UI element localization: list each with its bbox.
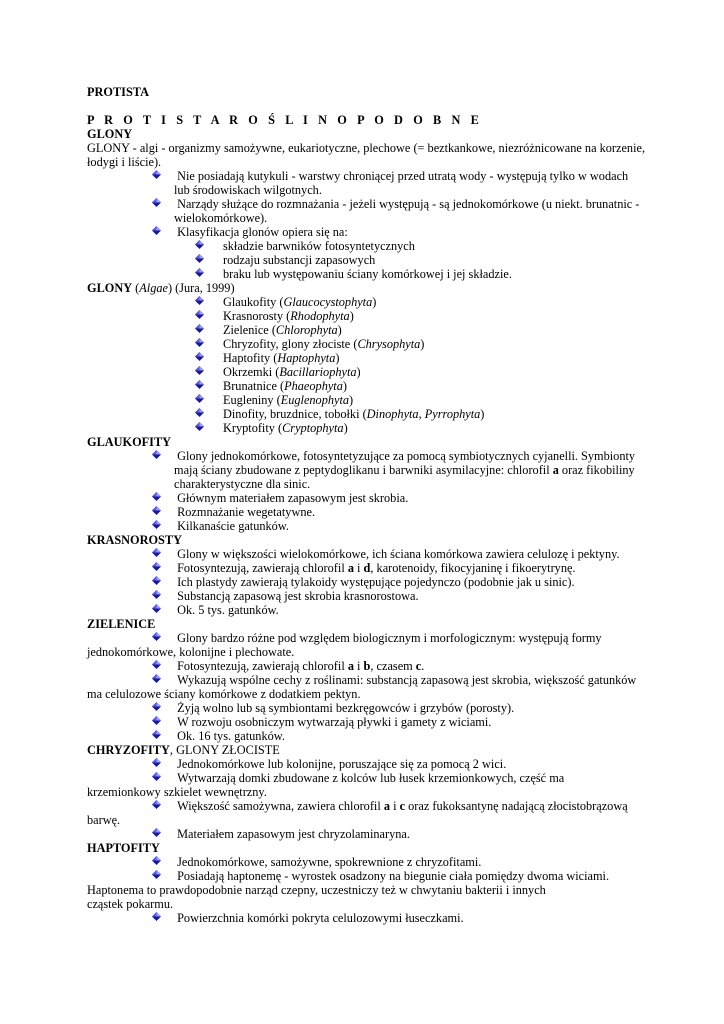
- bullet-diamond-icon: [195, 268, 206, 279]
- classification-item: Krasnorosty (Rhodophyta): [87, 309, 647, 323]
- list-item-continuation: krzemionkowy szkielet wewnętrzny.: [87, 785, 267, 799]
- list-item: Glony jednokomórkowe, fotosyntetyzujące za pomocą symbiotycznych cyjanelli. Symbionty mają ściany zbudowane z peptydoglikanu i barwniki asymilacyjne: chlorofil a oraz fikobiliny charakterystyczne dla sinic.: [87, 449, 647, 491]
- classification-item: Zielenice (Chlorophyta): [87, 323, 647, 337]
- bullet-diamond-icon: [152, 450, 163, 461]
- chryzofity-heading: CHRYZOFITY, GLONY ZŁOCISTE: [87, 743, 280, 757]
- bullet-diamond-icon: [195, 380, 206, 391]
- list-item: Nie posiadają kutykuli - warstwy chroniącej przed utratą wody - występują tylko w wodach lub środowiskach wilgotnych.: [87, 169, 647, 197]
- glony-heading: GLONY: [87, 127, 133, 141]
- classification-item: Glaukofity (Glaucocystophyta): [87, 295, 647, 309]
- list-item: Jednokomórkowe lub kolonijne, poruszające się za pomocą 2 wici.: [87, 757, 647, 771]
- krasnorosty-heading: KRASNOROSTY: [87, 533, 182, 547]
- bullet-diamond-icon: [152, 730, 163, 741]
- classification-item: Okrzemki (Bacillariophyta): [87, 365, 647, 379]
- list-item: Większość samożywna, zawiera chlorofil a i c oraz fukoksantynę nadającą złocistobrązową: [87, 799, 647, 813]
- bullet-diamond-icon: [152, 548, 163, 559]
- bullet-diamond-icon: [195, 408, 206, 419]
- classification-item: Haptofity (Haptophyta): [87, 351, 647, 365]
- bullet-diamond-icon: [152, 716, 163, 727]
- list-item: Fotosyntezują, zawierają chlorofil a i b, czasem c.: [87, 659, 647, 673]
- bullet-diamond-icon: [152, 170, 163, 181]
- haptofity-heading: HAPTOFITY: [87, 841, 160, 855]
- bullet-diamond-icon: [152, 506, 163, 517]
- page-title: PROTISTA: [87, 85, 149, 99]
- bullet-diamond-icon: [195, 324, 206, 335]
- bullet-diamond-icon: [152, 604, 163, 615]
- list-item-continuation: ma celulozowe ściany komórkowe z dodatkiem pektyn.: [87, 687, 361, 701]
- list-item: Powierzchnia komórki pokryta celulozowymi łuseczkami.: [87, 911, 647, 925]
- list-item: Ich plastydy zawierają tylakoidy występujące pojedynczo (podobnie jak u sinic).: [87, 575, 647, 589]
- sub-list-item: składzie barwników fotosyntetycznych: [87, 239, 647, 253]
- list-item: Glony bardzo różne pod względem biologicznym i morfologicznym: występują formy: [87, 631, 647, 645]
- glony-intro: GLONY - algi - organizmy samożywne, eukariotyczne, plechowe (= beztkankowe, niezróżnicowane na korzenie, łodygi i liście).: [87, 141, 646, 169]
- list-item: Posiadają haptonemę - wyrostek osadzony na biegunie ciała pomiędzy dwoma wiciami.: [87, 869, 647, 883]
- bullet-diamond-icon: [195, 296, 206, 307]
- bullet-diamond-icon: [195, 352, 206, 363]
- list-item: Jednokomórkowe, samożywne, spokrewnione z chryzofitami.: [87, 855, 647, 869]
- sub-list-item: rodzaju substancji zapasowych: [87, 253, 647, 267]
- list-item: Rozmnażanie wegetatywne.: [87, 505, 647, 519]
- list-item: Ok. 16 tys. gatunków.: [87, 729, 647, 743]
- bullet-diamond-icon: [152, 562, 163, 573]
- classification-item: Brunatnice (Phaeophyta): [87, 379, 647, 393]
- list-item: Narządy służące do rozmnażania - jeżeli występują - są jednokomórkowe (u niekt. brunatnic - wielokomórkowe).: [87, 197, 647, 225]
- bullet-diamond-icon: [195, 240, 206, 251]
- section-title: P R O T I S T A R O Ś L I N O P O D O B N E: [87, 113, 483, 127]
- zielenice-heading: ZIELENICE: [87, 617, 156, 631]
- bullet-diamond-icon: [195, 366, 206, 377]
- bullet-diamond-icon: [152, 870, 163, 881]
- bullet-diamond-icon: [152, 828, 163, 839]
- bullet-diamond-icon: [152, 800, 163, 811]
- bullet-diamond-icon: [195, 394, 206, 405]
- bullet-diamond-icon: [195, 422, 206, 433]
- bullet-diamond-icon: [152, 492, 163, 503]
- bullet-diamond-icon: [195, 254, 206, 265]
- bullet-diamond-icon: [152, 758, 163, 769]
- classification-item: Eugleniny (Euglenophyta): [87, 393, 647, 407]
- classification-item: Dinofity, bruzdnice, tobołki (Dinophyta, Pyrrophyta): [87, 407, 647, 421]
- classification-item: Chryzofity, glony złociste (Chrysophyta): [87, 337, 647, 351]
- list-item: Wytwarzają domki zbudowane z kolców lub łusek krzemionkowych, część ma: [87, 771, 647, 785]
- list-item: Materiałem zapasowym jest chryzolaminaryna.: [87, 827, 647, 841]
- bullet-diamond-icon: [152, 226, 163, 237]
- bullet-diamond-icon: [152, 702, 163, 713]
- bullet-diamond-icon: [195, 338, 206, 349]
- list-item: W rozwoju osobniczym wytwarzają pływki i gamety z wiciami.: [87, 715, 647, 729]
- list-item-continuation: Haptonema to prawdopodobnie narząd czepny, uczestniczy też w chwytaniu bakterii i innych: [87, 883, 546, 897]
- sub-list-item: braku lub występowaniu ściany komórkowej i jej składzie.: [87, 267, 647, 281]
- bullet-diamond-icon: [152, 520, 163, 531]
- list-item: Glony w większości wielokomórkowe, ich ściana komórkowa zawiera celulozę i pektyny.: [87, 547, 647, 561]
- bullet-diamond-icon: [152, 632, 163, 643]
- classification-item: Kryptofity (Cryptophyta): [87, 421, 647, 435]
- list-item-continuation: cząstek pokarmu.: [87, 897, 174, 911]
- list-item: Substancją zapasową jest skrobia krasnorostowa.: [87, 589, 647, 603]
- list-item: Wykazują wspólne cechy z roślinami: substancją zapasową jest skrobia, większość gatunków: [87, 673, 647, 687]
- document: [87, 85, 647, 925]
- glaukofity-heading: GLAUKOFITY: [87, 435, 172, 449]
- bullet-diamond-icon: [152, 912, 163, 923]
- list-item: Klasyfikacja glonów opiera się na:: [87, 225, 647, 239]
- list-item: Kilkanaście gatunków.: [87, 519, 647, 533]
- list-item: Głównym materiałem zapasowym jest skrobia.: [87, 491, 647, 505]
- list-item-continuation: jednokomórkowe, kolonijne i plechowate.: [87, 645, 295, 659]
- bullet-diamond-icon: [195, 310, 206, 321]
- bullet-diamond-icon: [152, 198, 163, 209]
- list-item: Fotosyntezują, zawierają chlorofil a i d, karotenoidy, fikocyjaninę i fikoerytrynę.: [87, 561, 647, 575]
- bullet-diamond-icon: [152, 660, 163, 671]
- list-item: Żyją wolno lub są symbiontami bezkręgowców i grzybów (porosty).: [87, 701, 647, 715]
- bullet-diamond-icon: [152, 590, 163, 601]
- classification-heading: GLONY (Algae) (Jura, 1999): [87, 281, 235, 295]
- classification-list: [87, 295, 647, 435]
- list-item-continuation: barwę.: [87, 813, 121, 827]
- bullet-diamond-icon: [152, 576, 163, 587]
- list-item: Ok. 5 tys. gatunków.: [87, 603, 647, 617]
- bullet-diamond-icon: [152, 772, 163, 783]
- bullet-diamond-icon: [152, 674, 163, 685]
- bullet-diamond-icon: [152, 856, 163, 867]
